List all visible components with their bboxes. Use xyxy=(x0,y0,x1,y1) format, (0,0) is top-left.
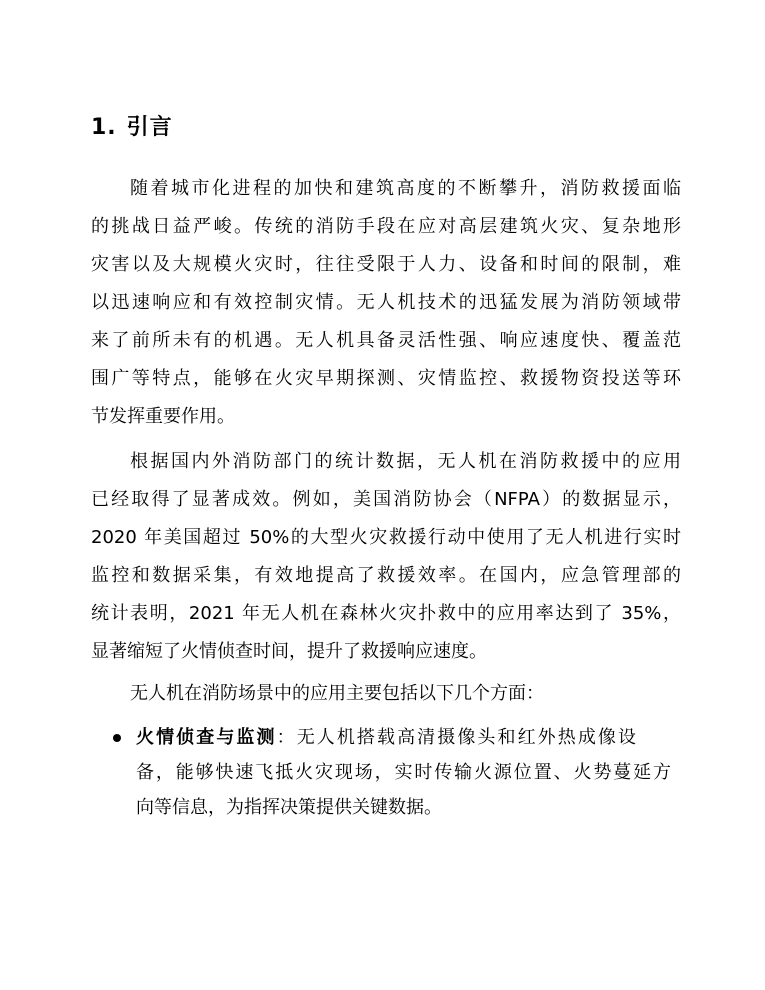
bullet-term: 火情侦查与监测 xyxy=(136,727,277,748)
paragraph-2-line: 已经取得了显著成效。例如，美国消防协会（NFPA）的数据显示， xyxy=(91,489,681,510)
paragraph-1-line: 以迅速响应和有效控制灾情。无人机技术的迅猛发展为消防领域带 xyxy=(91,292,681,313)
paragraph-2-line: 监控和数据采集，有效地提高了救援效率。在国内，应急管理部的 xyxy=(91,565,681,586)
bullet-separator: ： xyxy=(276,727,297,748)
paragraph-1-line: 节发挥重要作用。 xyxy=(91,406,235,427)
paragraph-1-line: 围广等特点，能够在火灾早期探测、灾情监控、救援物资投送等环 xyxy=(91,368,681,389)
bullet-dot-icon xyxy=(113,734,121,742)
bullet-item-line xyxy=(136,721,636,755)
paragraph-1-line: 随着城市化进程的加快和建筑高度的不断攀升，消防救援面临 xyxy=(130,178,681,199)
paragraph-2-line: 显著缩短了火情侦查时间，提升了救援响应速度。 xyxy=(91,641,487,662)
section-heading xyxy=(91,112,173,144)
paragraph-2-line: 2020 年美国超过 50%的大型火灾救援行动中使用了无人机进行实时 xyxy=(91,527,681,548)
paragraph-3-line: 无人机在消防场景中的应用主要包括以下几个方面： xyxy=(130,683,544,704)
section-title: 引言 xyxy=(126,115,173,140)
bullet-item-line: 备，能够快速飞抵火灾现场，实时传输火源位置、火势蔓延方 xyxy=(136,762,671,783)
paragraph-2-line: 统计表明，2021 年无人机在森林火灾扑救中的应用率达到了 35%， xyxy=(91,603,681,624)
paragraph-2-line: 根据国内外消防部门的统计数据，无人机在消防救援中的应用 xyxy=(130,451,681,472)
section-number: 1. xyxy=(91,115,117,140)
paragraph-1-line: 的挑战日益严峻。传统的消防手段在应对高层建筑火灾、复杂地形 xyxy=(91,216,681,237)
bullet-item-line: 向等信息，为指挥决策提供关键数据。 xyxy=(136,797,442,818)
paragraph-1-line: 灾害以及大规模火灾时，往往受限于人力、设备和时间的限制，难 xyxy=(91,254,681,275)
paragraph-1-line: 来了前所未有的机遇。无人机具备灵活性强、响应速度快、覆盖范 xyxy=(91,330,681,351)
bullet-text: 无人机搭载高清摄像头和红外热成像设 xyxy=(296,727,637,748)
